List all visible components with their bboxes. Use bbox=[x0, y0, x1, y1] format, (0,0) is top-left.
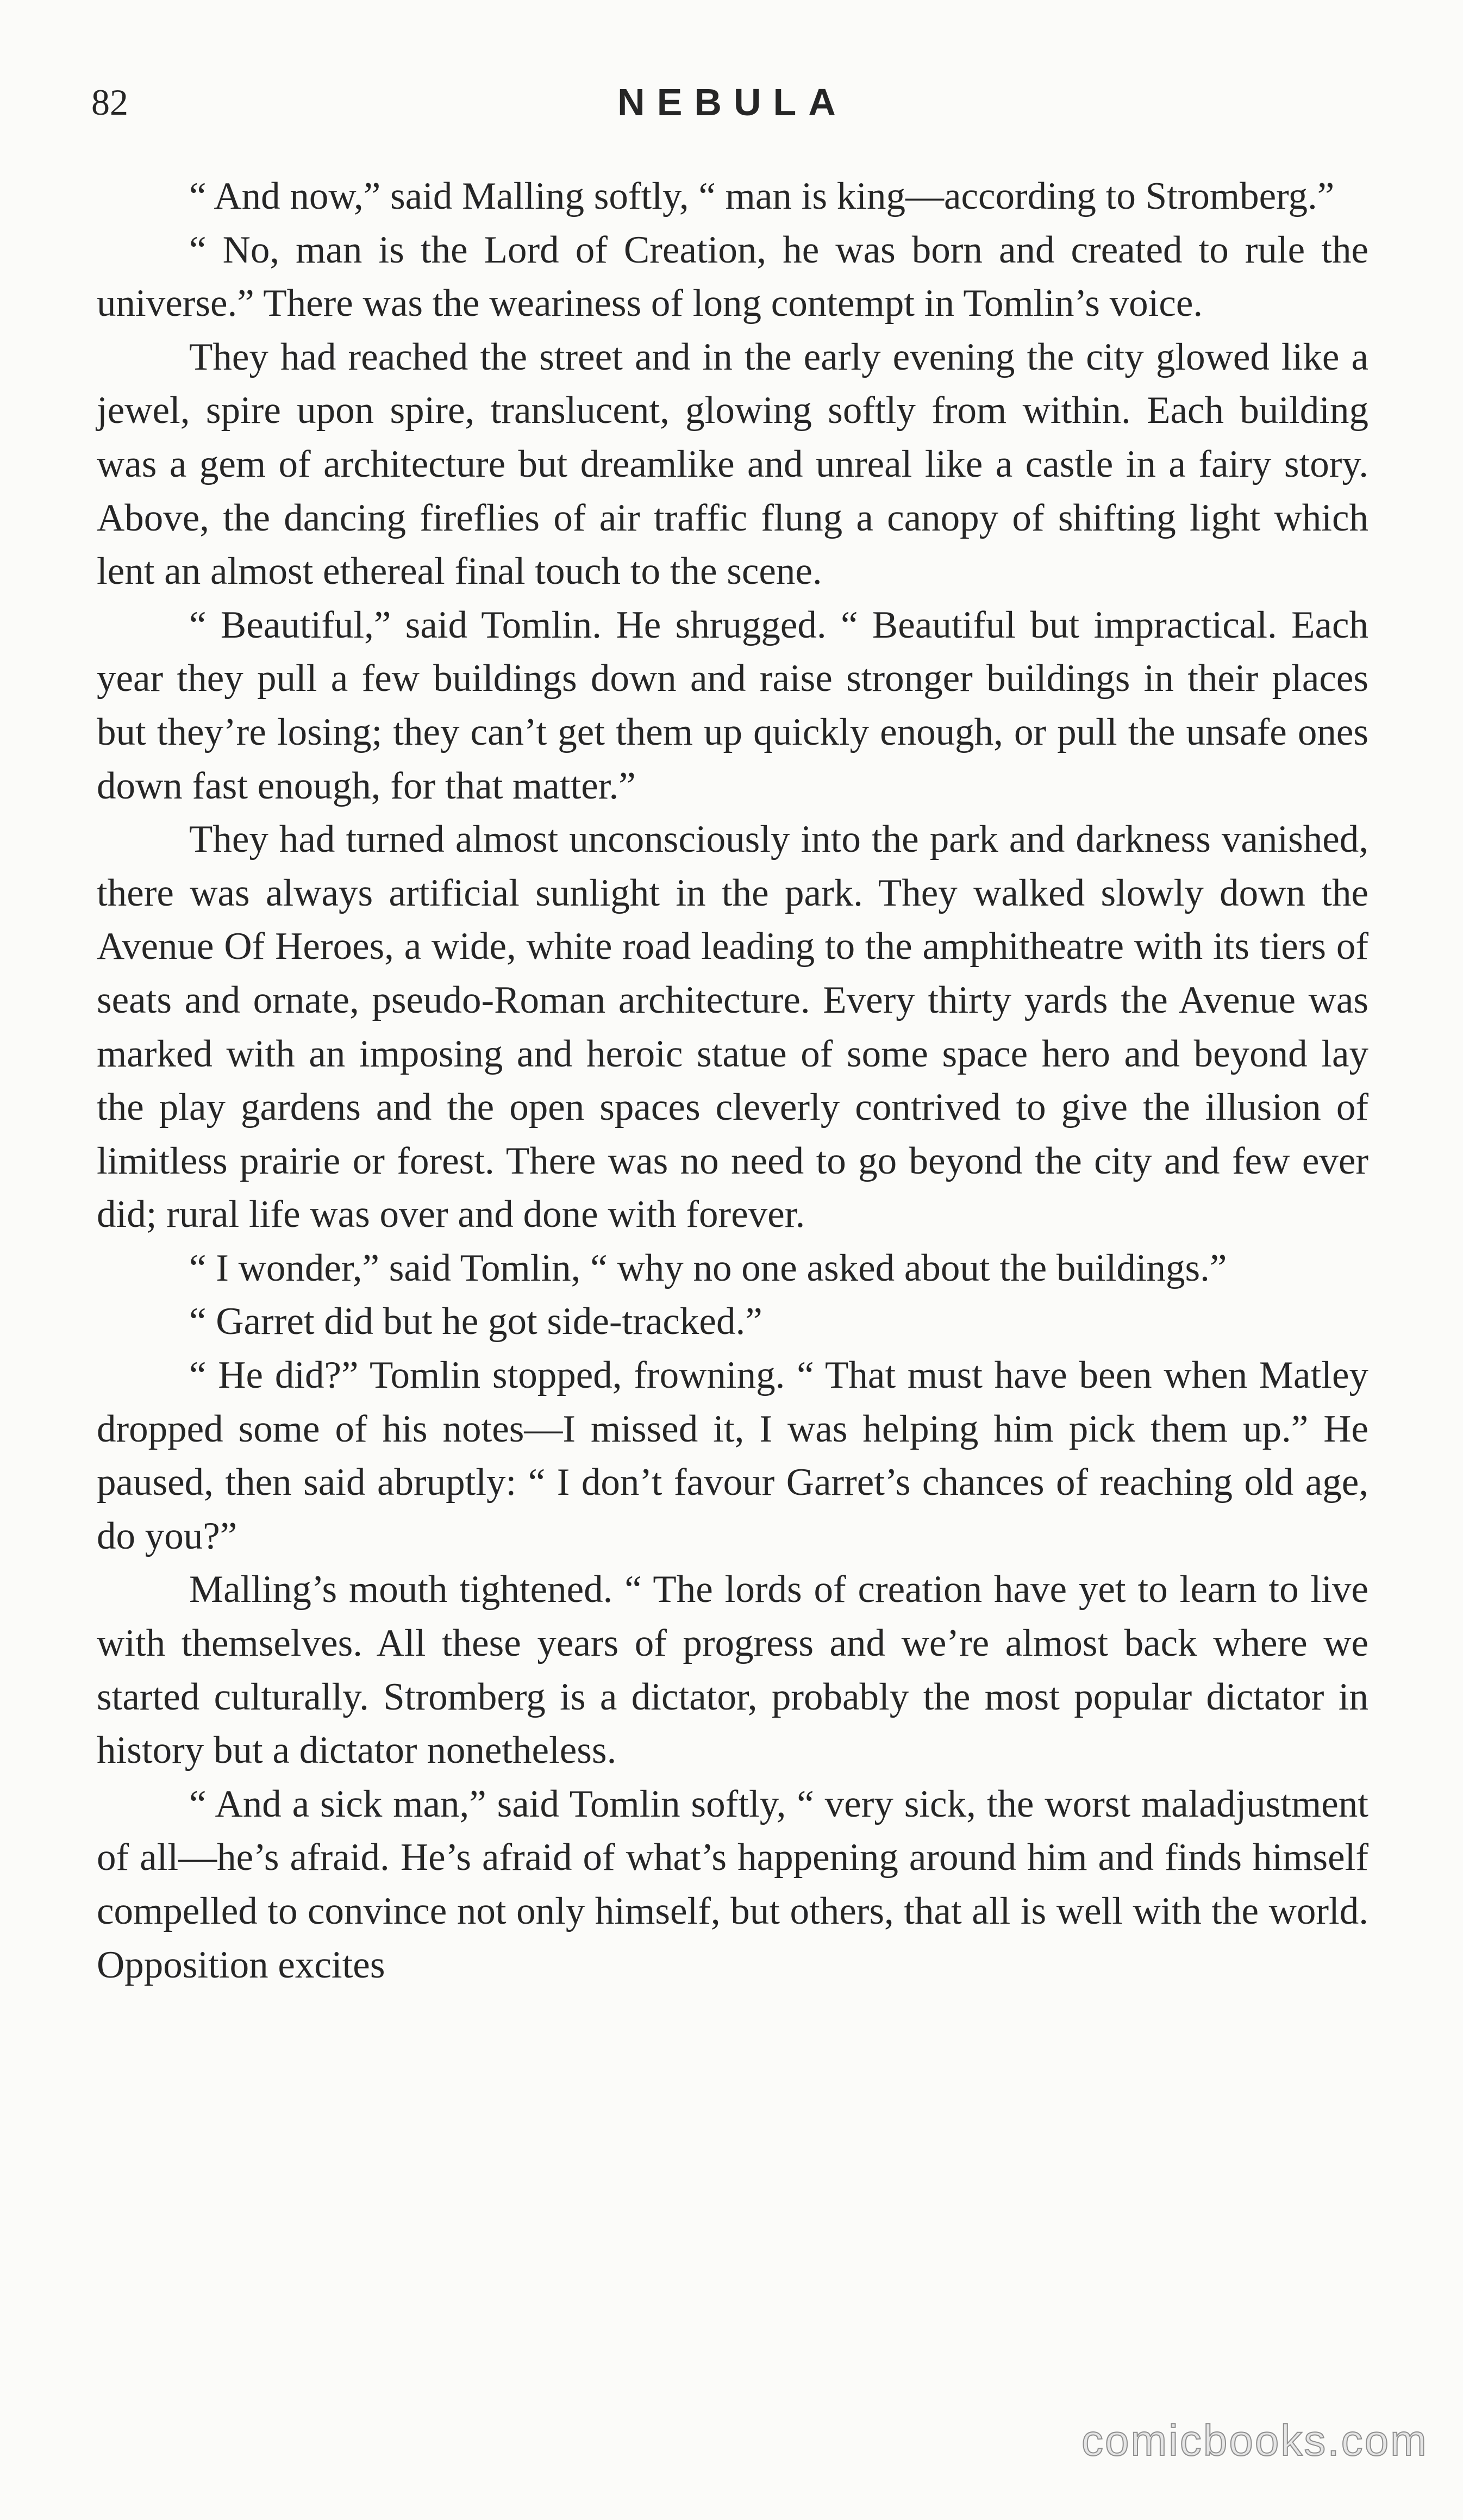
running-head-title: NEBULA bbox=[617, 81, 848, 123]
watermark: comicbooks.com bbox=[1081, 2416, 1428, 2465]
paragraph: “ And now,” said Malling softly, “ man is king—according to Stromberg.” bbox=[189, 175, 1335, 217]
paragraph: “ Garret did but he got side-tracked.” bbox=[189, 1300, 762, 1343]
paragraph: “ He did?” Tomlin stopped, frowning. “ That must have been when Matley dropped some of his notes—I missed it, I was helping him pick them up.” He paused, then said abruptly: “ I don’t favour Garret’s chances of reaching old age, do you?” bbox=[97, 1354, 1368, 1557]
paragraph: “ And a sick man,” said Tomlin softly, “ very sick, the worst maladjustment of all—he’s afraid. He’s afraid of what’s happening around him and finds himself compelled to convince not only himself, but others, that all is well with the world. Opposition excites bbox=[97, 1782, 1368, 1986]
paragraph: They had turned almost unconsciously into the park and darkness vanished, there was always artificial sunlight in the park. They walked slowly down the Avenue Of Heroes, a wide, white road leading to the amphitheatre with its tiers of seats and ornate, pseudo-Roman architecture. Every thirty yards the Avenue was marked with an imposing and heroic statue of some space hero and beyond lay the play gardens and the open spaces cleverly contrived to give the illusion of limitless prairie or forest. There was no need to go beyond the city and few ever did; rural life was over and done with forever. bbox=[97, 818, 1368, 1236]
paragraph: “ Beautiful,” said Tomlin. He shrugged. “ Beautiful but impractical. Each year they pull a few buildings down and raise stronger buildings in their places but they’re losing; they can’t get them up quickly enough, or pull the unsafe ones down fast enough, for that matter.” bbox=[97, 603, 1368, 807]
paragraph: “ I wonder,” said Tomlin, “ why no one asked about the buildings.” bbox=[189, 1246, 1227, 1289]
paragraph: “ No, man is the Lord of Creation, he was born and created to rule the universe.” There was the weariness of long contempt in Tomlin’s voice. bbox=[97, 228, 1368, 325]
paragraph: Malling’s mouth tightened. “ The lords of creation have yet to learn to live with themselves. All these years of progress and we’re almost back where we started culturally. Stromberg is a dictator, probably the most popular dictator in history but a dictator nonetheless. bbox=[97, 1568, 1368, 1772]
page-header bbox=[91, 75, 1374, 135]
paragraph: They had reached the street and in the early evening the city glowed like a jewel, spire upon spire, translucent, glowing softly from within. Each building was a gem of architecture but dreamlike and unreal like a castle in a fairy story. Above, the dancing fireflies of air traffic flung a canopy of shifting light which lent an almost ethereal final touch to the scene. bbox=[97, 335, 1368, 593]
body-text bbox=[97, 170, 1368, 1992]
page-number: 82 bbox=[91, 82, 128, 123]
